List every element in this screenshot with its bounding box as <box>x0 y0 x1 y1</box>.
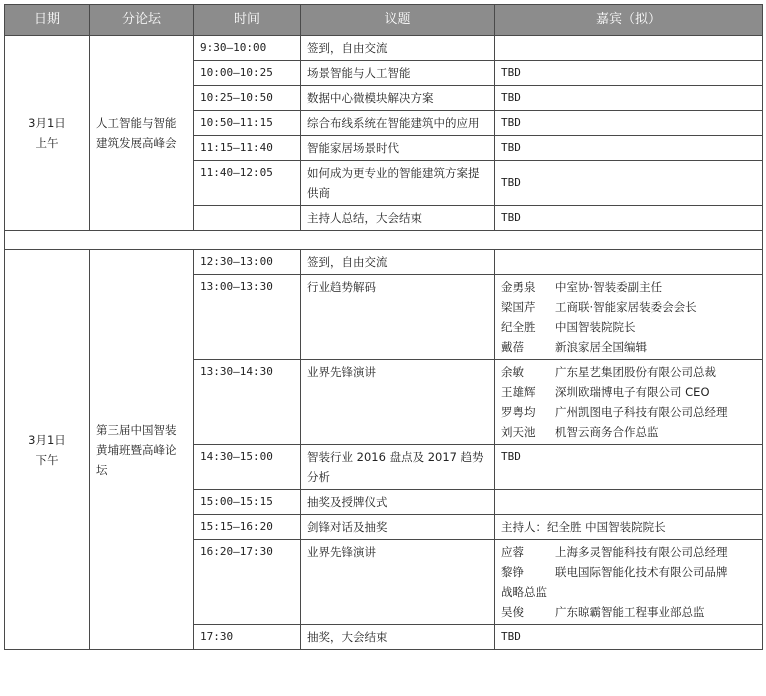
time-cell: 11:15—11:40 <box>194 136 301 161</box>
schedule-table <box>4 4 763 650</box>
guest-entry <box>501 422 756 442</box>
forum-cell-afternoon: 第三届中国智装黄埔班暨高峰论坛 <box>90 250 194 650</box>
guest-cell: TBD <box>495 161 763 206</box>
guest-cell: TBD <box>495 625 763 650</box>
time-cell: 9:30—10:00 <box>194 36 301 61</box>
guest-list-1620 <box>495 540 763 625</box>
time-cell <box>194 206 301 231</box>
guest-entry <box>501 582 756 602</box>
time-cell: 13:00—13:30 <box>194 275 301 360</box>
date-cell-morning <box>5 36 90 231</box>
table-row <box>5 250 763 275</box>
guest-name: 戴蓓 <box>501 340 524 354</box>
break-cell <box>5 231 763 250</box>
guest-role: 联电国际智能化技术有限公司品牌 <box>555 565 728 579</box>
guest-name: 罗粤均 <box>501 405 536 419</box>
date-cell-afternoon <box>5 250 90 650</box>
topic-cell: 智能家居场景时代 <box>301 136 495 161</box>
guest-cell: TBD <box>495 136 763 161</box>
topic-cell: 抽奖，大会结束 <box>301 625 495 650</box>
time-cell: 15:15—16:20 <box>194 515 301 540</box>
time-cell: 15:00—15:15 <box>194 490 301 515</box>
guest-name: 王雄辉 <box>501 385 536 399</box>
time-cell: 12:30—13:00 <box>194 250 301 275</box>
topic-cell: 抽奖及授牌仪式 <box>301 490 495 515</box>
guest-role: 深圳欧瑞博电子有限公司 CEO <box>555 385 710 399</box>
guest-role: 广州凯图电子科技有限公司总经理 <box>555 405 728 419</box>
guest-entry <box>501 297 756 317</box>
header-forum: 分论坛 <box>90 5 194 36</box>
guest-entry <box>501 362 756 382</box>
guest-role-continued: 战略总监 <box>501 585 547 599</box>
guest-name: 吴俊 <box>501 605 524 619</box>
guest-cell <box>495 36 763 61</box>
guest-entry <box>501 562 756 582</box>
guest-entry <box>501 402 756 422</box>
topic-cell: 数据中心微模块解决方案 <box>301 86 495 111</box>
guest-cell: TBD <box>495 206 763 231</box>
topic-cell: 签到，自由交流 <box>301 36 495 61</box>
guest-cell: TBD <box>495 86 763 111</box>
date-period: 下午 <box>35 452 59 467</box>
topic-cell: 行业趋势解码 <box>301 275 495 360</box>
guest-role: 上海多灵智能科技有限公司总经理 <box>555 545 728 559</box>
topic-cell: 场景智能与人工智能 <box>301 61 495 86</box>
guest-role: 中国智装院院长 <box>555 320 636 334</box>
date-day: 3月1日 <box>28 116 66 130</box>
guest-cell <box>495 250 763 275</box>
time-cell: 10:00—10:25 <box>194 61 301 86</box>
topic-cell: 主持人总结，大会结束 <box>301 206 495 231</box>
guest-name: 梁国芹 <box>501 300 536 314</box>
time-cell: 14:30—15:00 <box>194 445 301 490</box>
date-period: 上午 <box>35 136 59 150</box>
guest-cell <box>495 490 763 515</box>
guest-role: 机智云商务合作总监 <box>555 425 659 439</box>
header-row <box>5 5 763 36</box>
topic-cell: 剑锋对话及抽奖 <box>301 515 495 540</box>
guest-entry <box>501 317 756 337</box>
guest-role: 中室协·智装委副主任 <box>555 280 663 294</box>
guest-entry <box>501 382 756 402</box>
topic-cell: 智装行业 2016 盘点及 2017 趋势分析 <box>301 445 495 490</box>
guest-name: 金勇泉 <box>501 280 536 294</box>
header-time: 时间 <box>194 5 301 36</box>
guest-name: 纪全胜 <box>501 320 536 334</box>
guest-entry <box>501 542 756 562</box>
time-cell: 16:20—17:30 <box>194 540 301 625</box>
guest-entry <box>501 602 756 622</box>
guest-entry <box>501 337 756 357</box>
guest-cell: TBD <box>495 61 763 86</box>
guest-role: 广东星艺集团股份有限公司总裁 <box>555 365 716 379</box>
header-date: 日期 <box>5 5 90 36</box>
guest-entry <box>501 277 756 297</box>
time-cell: 13:30—14:30 <box>194 360 301 445</box>
time-cell: 17:30 <box>194 625 301 650</box>
guest-name: 应蓉 <box>501 545 524 559</box>
topic-cell: 业界先锋演讲 <box>301 540 495 625</box>
topic-cell: 如何成为更专业的智能建筑方案提供商 <box>301 161 495 206</box>
guest-name: 余敏 <box>501 365 524 379</box>
break-row <box>5 231 763 250</box>
guest-cell: 主持人：纪全胜 中国智装院院长 <box>495 515 763 540</box>
time-cell: 10:25—10:50 <box>194 86 301 111</box>
guest-cell: TBD <box>495 445 763 490</box>
date-day: 3月1日 <box>28 432 66 447</box>
header-guests: 嘉宾（拟） <box>495 5 763 36</box>
time-cell: 11:40—12:05 <box>194 161 301 206</box>
topic-cell: 签到，自由交流 <box>301 250 495 275</box>
guest-name: 黎铮 <box>501 565 524 579</box>
guest-role: 广东晾霸智能工程事业部总监 <box>555 605 705 619</box>
table-row <box>5 36 763 61</box>
forum-cell-morning: 人工智能与智能建筑发展高峰会 <box>90 36 194 231</box>
topic-cell: 业界先锋演讲 <box>301 360 495 445</box>
guest-role: 工商联·智能家居装委会会长 <box>555 300 697 314</box>
guest-list-1330 <box>495 360 763 445</box>
guest-cell: TBD <box>495 111 763 136</box>
guest-name: 刘天池 <box>501 425 536 439</box>
topic-cell: 综合布线系统在智能建筑中的应用 <box>301 111 495 136</box>
header-topic: 议题 <box>301 5 495 36</box>
time-cell: 10:50—11:15 <box>194 111 301 136</box>
guest-list-1300 <box>495 275 763 360</box>
guest-role: 新浪家居全国编辑 <box>555 340 647 354</box>
